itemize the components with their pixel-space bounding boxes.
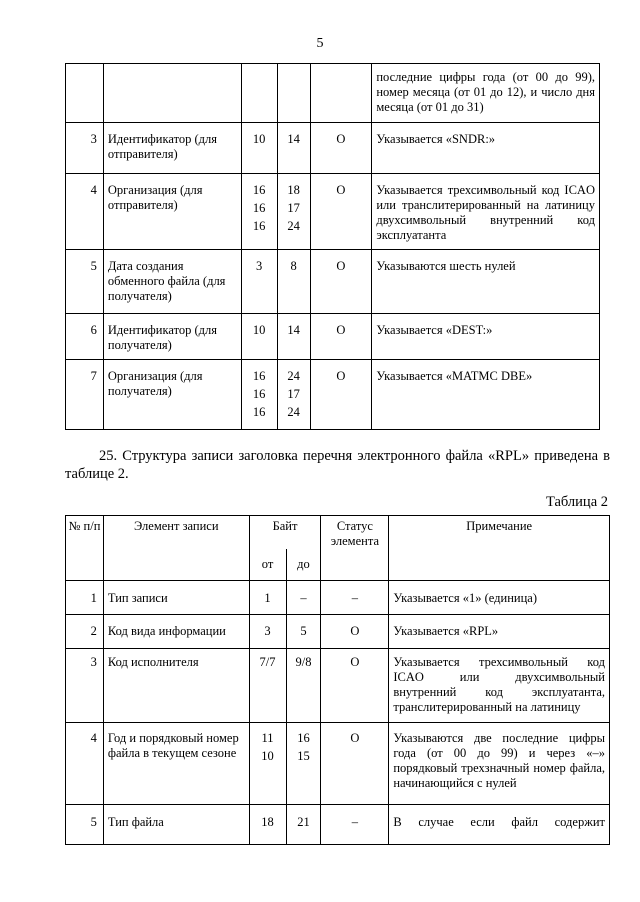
status-cell: – — [321, 805, 389, 845]
row-number: 4 — [66, 174, 104, 250]
row-number: 6 — [66, 314, 104, 360]
byte-to — [286, 723, 321, 805]
byte-value: 17 — [287, 387, 300, 401]
byte-value: 10 — [261, 749, 274, 763]
element-cell: Код вида информации — [103, 615, 249, 649]
header-num: № п/п — [66, 516, 104, 581]
status-cell: О — [321, 649, 389, 723]
note-cell: Указывается «MATMC DBE» — [372, 360, 600, 430]
byte-from: 18 — [249, 805, 286, 845]
row-number: 7 — [66, 360, 104, 430]
byte-value: 24 — [287, 369, 300, 383]
byte-from: 3 — [249, 615, 286, 649]
header-status: Статус элемента — [321, 516, 389, 581]
note-cell: Указывается «SNDR:» — [372, 123, 600, 174]
table-caption: Таблица 2 — [545, 494, 608, 510]
byte-value: 16 — [252, 219, 266, 233]
note-cell: Указываются шесть нулей — [372, 250, 600, 314]
table-row — [66, 805, 610, 845]
row-number: 3 — [66, 649, 104, 723]
byte-value: 16 — [252, 387, 266, 401]
byte-to: 9/8 — [286, 649, 321, 723]
status-cell: О — [310, 250, 372, 314]
row-number: 5 — [66, 250, 104, 314]
element-cell: Идентификатор (для отправителя) — [103, 123, 241, 174]
note-cell: Указывается трехсимвольный код ICAO или транслитерированный на латиницу двухсимвольный внутренний код эксплуатанта — [372, 174, 600, 250]
byte-value: 16 — [252, 405, 266, 419]
status-cell: О — [321, 723, 389, 805]
note-cell: Указывается трехсимвольный код ICAO или двухсимвольный внутренний код эксплуатанта, транслитерированный на латиницу — [389, 649, 610, 723]
row-number: 1 — [66, 581, 104, 615]
note-cell: Указывается «RPL» — [389, 615, 610, 649]
byte-from: 1 — [249, 581, 286, 615]
status-cell: О — [310, 360, 372, 430]
status-cell: О — [310, 123, 372, 174]
element-cell: Идентификатор (для получателя) — [103, 314, 241, 360]
byte-to — [277, 360, 310, 430]
table-row — [66, 64, 600, 123]
byte-value: 15 — [297, 749, 310, 763]
header-row — [66, 516, 610, 549]
byte-value: 24 — [287, 219, 300, 233]
byte-to: 8 — [277, 250, 310, 314]
element-cell: Тип файла — [103, 805, 249, 845]
table-row — [66, 615, 610, 649]
status-cell: О — [310, 174, 372, 250]
byte-value: 11 — [261, 731, 274, 745]
row-number: 3 — [66, 123, 104, 174]
table-row — [66, 123, 600, 174]
row-number: 5 — [66, 805, 104, 845]
header-byte: Байт — [249, 516, 321, 549]
byte-from: 7/7 — [249, 649, 286, 723]
byte-from: 3 — [241, 250, 277, 314]
byte-value: 18 — [287, 183, 300, 197]
note-cell: Указывается «1» (единица) — [389, 581, 610, 615]
element-cell: Организация (для отправителя) — [103, 174, 241, 250]
status-cell: О — [310, 314, 372, 360]
paragraph-25: 25. Структура записи заголовка перечня электронного файла «RPL» приведена в таблице 2. — [65, 448, 610, 482]
byte-to: 21 — [286, 805, 321, 845]
status-cell: О — [321, 615, 389, 649]
header-element: Элемент записи — [103, 516, 249, 581]
byte-value: 16 — [297, 731, 310, 745]
header-from: от — [249, 549, 286, 581]
note-cell: последние цифры года (от 00 до 99), номер месяца (от 01 до 12), и число дня месяца (от 01 до 31) — [372, 64, 600, 123]
element-cell: Дата создания обменного файла (для получателя) — [103, 250, 241, 314]
table-row — [66, 360, 600, 430]
byte-from: 10 — [241, 314, 277, 360]
byte-to: 14 — [277, 314, 310, 360]
row-number: 4 — [66, 723, 104, 805]
status-cell: – — [321, 581, 389, 615]
byte-from — [241, 360, 277, 430]
byte-value: 24 — [287, 405, 300, 419]
byte-value: 16 — [252, 369, 266, 383]
table-row — [66, 250, 600, 314]
note-cell: В случае если файл содержит — [389, 805, 610, 845]
table-row — [66, 723, 610, 805]
byte-to: 14 — [277, 123, 310, 174]
byte-from — [241, 174, 277, 250]
note-cell: Указываются две последние цифры года (от 00 до 99) и через «–» порядковый трехзначный номер файла, начинающийся с нулей — [389, 723, 610, 805]
byte-from — [249, 723, 286, 805]
page-number: 5 — [316, 36, 324, 51]
byte-value: 17 — [287, 201, 300, 215]
element-cell: Организация (для получателя) — [103, 360, 241, 430]
element-cell: Код исполнителя — [103, 649, 249, 723]
table-row — [66, 581, 610, 615]
table-row — [66, 649, 610, 723]
byte-from: 10 — [241, 123, 277, 174]
byte-value: 16 — [252, 183, 266, 197]
header-note: Примечание — [389, 516, 610, 581]
element-cell: Год и порядковый номер файла в текущем сезоне — [103, 723, 249, 805]
header-to: до — [286, 549, 321, 581]
table-row — [66, 174, 600, 250]
row-number: 2 — [66, 615, 104, 649]
table-1 — [65, 63, 600, 430]
table-2 — [65, 515, 610, 845]
byte-to: – — [286, 581, 321, 615]
byte-value: 16 — [252, 201, 266, 215]
table-row — [66, 314, 600, 360]
byte-to: 5 — [286, 615, 321, 649]
byte-to — [277, 174, 310, 250]
note-cell: Указывается «DEST:» — [372, 314, 600, 360]
element-cell: Тип записи — [103, 581, 249, 615]
